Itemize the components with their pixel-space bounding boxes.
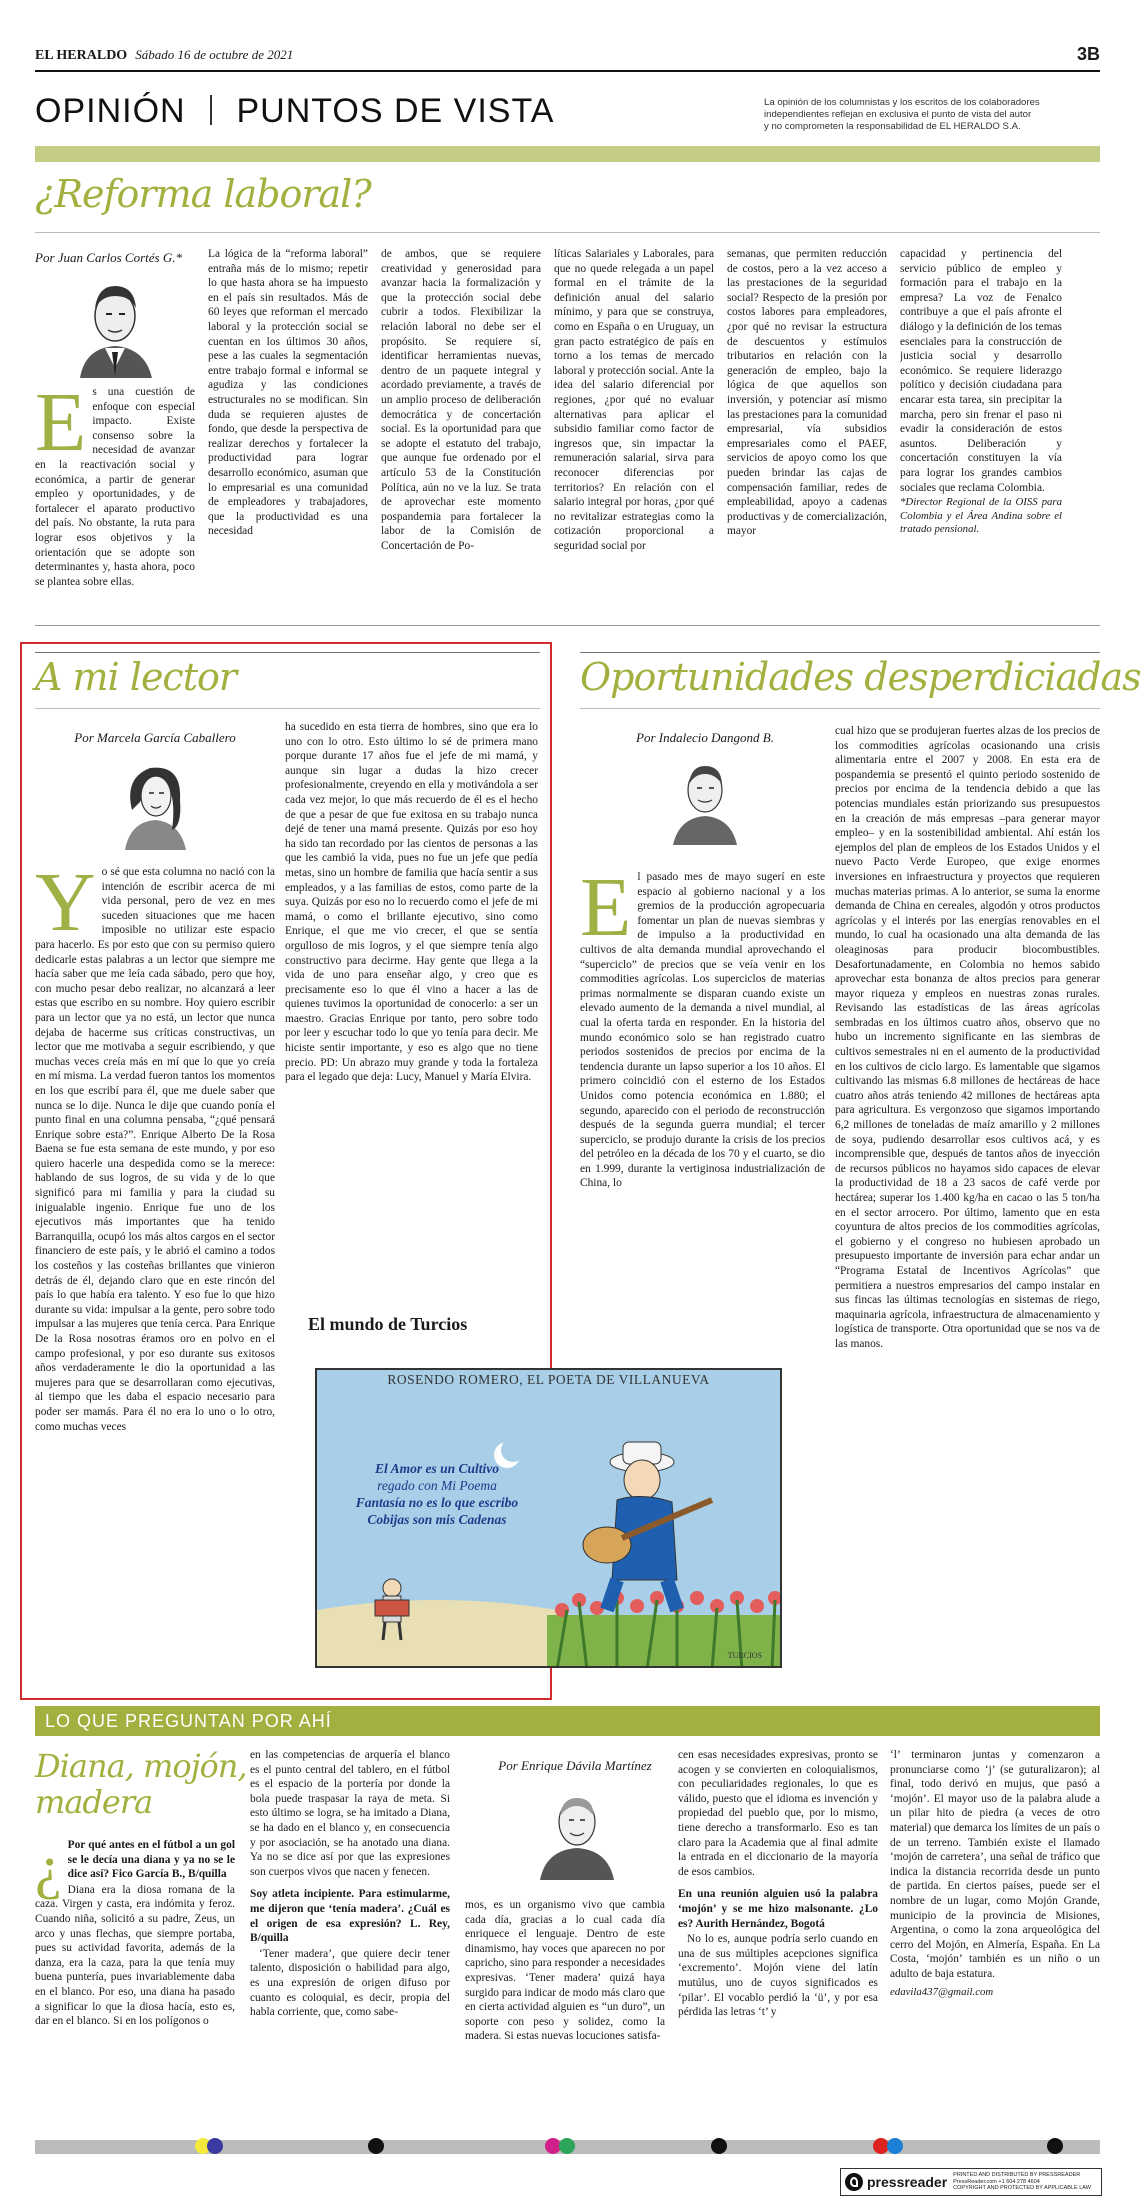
article4-text: mos, es un organismo vivo que cambia cada día, gracias a lo cual cada día enriquece el lenguaje. Dentro de este dinamismo, hay voces que aparecen no por capricho, sino para responder a necesidades expresivas. ‘Tener madera’ quizá haya surgido para indicar de modo más claro que en cierta actividad alguien es “un duro”, un soporte con peso y solidez, como la madera. Si estas nuevas locuciones satisfa- bbox=[465, 1899, 665, 2043]
masthead-rule bbox=[35, 70, 1100, 72]
registration-dot bbox=[559, 2138, 575, 2154]
article4-text: No lo es, aunque podría serlo cuando en una de sus múltiples acepciones significa ‘excremento’. Mojón viene del latín mutúlus, uno de cuyos significados es ‘pilar’. El vocablo perdió la ‘ü’, y por esa pérdida las letras ‘t’ y bbox=[678, 1933, 878, 2019]
paper-name: EL HERALDO bbox=[35, 48, 128, 63]
article1-text: s una cuestión de enfoque con especial impacto. Existe consenso sobre la necesidad de avanzar en la reactivación social y económica, a partir de generar empleo y oportunidades, y de fortalecer el aparato productivo del país. No obstante, la ruta para lograr esos objetivos y la orientación que se adopte son determinantes y, hasta ahora, poco se plantea sobre ellas. bbox=[35, 386, 195, 588]
registration-dot bbox=[207, 2138, 223, 2154]
article2-title-rule bbox=[35, 708, 540, 709]
article1-text: semanas, que permiten reducción de costos, pero a la vez acceso a las prestaciones de la seguridad social? Respecto de la presión por costos labores para empleadores, ¿por qué no revisar la estructura de descuentos y estímulos tributarios en relación con la generación de empleo, bajo la lógica de que aquellos son inversión, y potenciar así mismo las prestaciones para la comunidad empresarial, vía subsidios empresariales como el PAEF, servicios de apoyo como los que pueden brindar las cajas de compensación familiar, redes de empleabilidad, apoyo a cadenas productivas y de comercialización, mayor bbox=[727, 248, 887, 538]
section-left: OPINIÓN bbox=[35, 92, 186, 130]
cartoon-signature: TURCIOS bbox=[727, 1651, 762, 1660]
issue-date: Sábado 16 de octubre de 2021 bbox=[135, 47, 294, 62]
article2-text: o sé que esta columna no nació con la intención de escribir acerca de mi vida personal, pero de vez en mes suceden situaciones que me hacen imposible no utilizar este espacio para hacerlo. Es por esto que con su permiso quiero dedicarle estas palabras a un lector que siempre me hacía saber que me leía cada sábado, pero que hoy, con mucho pesar debo realizar, no alcanzará a leer estas que escribo en su nombre. Hoy quiero escribir para un lector que ya no está, un lector que nunca dejaba de hacerme sus críticas constructivas, un lector que me motivaba a seguir escribiendo, y que muchas veces creía más en mí que lo que yo creía en mí misma. La verdad fueron tantos los momentos en los que escribí para él, que me duele saber que nunca se lo dije. Nunca le dije que cuando ponía el punto final en una columna pensaba, “¿qué pensará Enrique sobre esta?”. Enrique Alberto De la Rosa Baena se fue esta semana de este mundo, y por eso quiero hacerle una despedida como se la merece: hablando de sus logros, de su vida y de lo que significó para mi familia y para la ciudad su inigualable ingenio. Enrique fue uno de los ejecutivos más importantes que ha tenido Barranquilla, ocupó los más altos cargos en el sector financiero de este país, y le abrió el camino a todos los costeños y las costeñas brillantes que vinieron detrás de él, dejando claro que en este rincón del país lo que había era talento. Y eso fue lo que hizo durante su vida: impulsar a la gente, pero sobre todo impulsar a las mujeres que tenía cerca. Para Enrique De la Rosa nosotras éramos oro en polvo en el campo profesional, y por eso durante sus exitosos años verdaderamente le dio la oportunidad a las mujeres para que se desarrollaran como ejecutivas, al tiempo que les daba el espacio necesario para poder ser mamás. Para él no era lo uno o lo otro, como muchas veces bbox=[35, 866, 275, 1433]
article4-question: Soy atleta incipiente. Para estimularme, me dijeron que ‘tenía madera’. ¿Cuál es el origen de esa expresión? L. Rey, B/quilla bbox=[250, 1888, 450, 1945]
article4-byline: Por Enrique Dávila Martínez bbox=[498, 1758, 652, 1773]
article1-column-1 bbox=[35, 385, 195, 615]
article4-column-3 bbox=[465, 1898, 665, 2130]
article3-title-rule bbox=[580, 708, 1100, 709]
registration-dot bbox=[368, 2138, 384, 2154]
article4-question: En una reunión alguien usó la palabra ‘mojón’ y se me hizo malsonante. ¿Lo es? Aurith Hernández, Bogotá bbox=[678, 1888, 878, 1930]
masthead bbox=[35, 46, 1100, 62]
article1-column-2 bbox=[208, 247, 368, 615]
disclaimer bbox=[764, 97, 1104, 133]
article4-text: Diana era la diosa romana de la caza. Virgen y casta, era indómita y feroz. Cuando niña, solicitó a su padre, Zeus, un arco y unas flechas, que siempre portaba, pues su actividad favorita, además de la danza, era la caza, para la que tenía muy buena puntería, pues invariablemente daba en el blanco. Por eso, una diana ha pasado a significar lo que la diosa hacía, esto es, dar en el blanco. Si en los polígonos o bbox=[35, 1883, 235, 2028]
cartoon-line: Fantasía no es lo que escribo bbox=[355, 1495, 519, 1510]
article4-text: en las competencias de arquería el blanco es el punto central del tablero, en el fútbol es el espacio de la portería por donde la bola puede traspasar la raya de meta. Si esto último se logra, se ha imitado a Diana, se ha dado en el blanco y, en consecuencia y por asociación, se ha anotado una diana. Ya no se dice así por que las expresiones son cuerpos vivos que nacen y fenecen. bbox=[250, 1749, 450, 1878]
color-registration-strip bbox=[35, 2140, 1100, 2154]
disclaimer-line: y no comprometen la responsabilidad de EL HERALDO S.A. bbox=[764, 121, 1021, 132]
author-portrait-icon bbox=[110, 750, 200, 850]
article1-column-4 bbox=[554, 247, 714, 615]
section-right: PUNTOS DE VISTA bbox=[236, 92, 555, 130]
pressreader-meta-line: PRINTED AND DISTRIBUTED BY PRESSREADER bbox=[953, 2172, 1081, 2179]
article3-title: Oportunidades desperdiciadas bbox=[580, 655, 1141, 699]
article2-title: A mi lector bbox=[35, 655, 237, 699]
article1-text: de ambos, que se requiere creatividad y generosidad para avanzar hacia la formalización y que la protección social debe cubrir a todos. Flexibilizar la relación laboral no debe ser el propósito. Se requiere sí, identificar herramientas nuevas, dentro de un paquete integral y acordado previamente, a través de un amplio proceso de deliberación democrática y de concertación social. Es la oportunidad para que se adopte el estatuto del trabajo, que aunque fue ordenado por el artículo 53 de la Constitución Política, aún no ve la luz. Se trata de aprovechar este momento pospandemia para fortalecer la labor de la Comisión de Concertación de Po- bbox=[381, 248, 541, 552]
article1-title: ¿Reforma laboral? bbox=[35, 172, 371, 216]
article4-column-4 bbox=[678, 1748, 878, 2130]
article4-question: Por qué antes en el fútbol a un gol se le decía una diana y ya no se le dice así? Fico García B., B/quilla bbox=[67, 1839, 235, 1881]
article3-byline: Por Indalecio Dangond B. bbox=[636, 730, 774, 745]
article4-column-1 bbox=[35, 1838, 235, 2130]
author-photo bbox=[110, 750, 200, 850]
pressreader-meta-line: PressReader.com +1 604 278 4604 bbox=[953, 2178, 1040, 2185]
pressreader-footer[interactable] bbox=[840, 2168, 1102, 2196]
cartoon-section-title: El mundo de Turcios bbox=[308, 1314, 468, 1334]
article3-column-2 bbox=[835, 724, 1100, 1654]
cartoon-line: El Amor es un Cultivo bbox=[374, 1461, 500, 1476]
article3-top-rule bbox=[580, 652, 1100, 653]
article2-top-rule bbox=[35, 652, 540, 653]
article1-column-5 bbox=[727, 247, 887, 615]
article3-column-1 bbox=[580, 870, 825, 1270]
article1-column-6 bbox=[900, 247, 1062, 615]
author-photo bbox=[60, 268, 170, 378]
article1-byline: Por Juan Carlos Cortés G.* bbox=[35, 250, 182, 265]
article4-title-line: madera bbox=[35, 1783, 153, 1821]
registration-dot bbox=[887, 2138, 903, 2154]
article4-text: cen esas necesidades expresivas, pronto se acogen y se convierten en coloquialismos, con peculiaridades regionales, lo que es válido, puesto que el idioma es invención y propiedad del pueblo que, por lo mismo, tiene derecho a transformarlo. Eso es tan claro para la Academia que al final admite la entrada en el diccionario de la mayoría de esos cambios. bbox=[678, 1749, 878, 1878]
author-photo bbox=[665, 750, 745, 845]
article1-text: La lógica de la “reforma laboral” entraña más de lo mismo; repetir lo que hasta ahora se ha impuesto en el país sin resultados. Más de 60 leyes que reforman el mercado laboral y la protección social se cuentan en los últimos 30 años, pese a las cuales la segmentación entre trabajo formal e informal se agudiza y las condiciones estructurales no se modifican. Sin duda se requieren ajustes de fondo, que desde la perspectiva de realizar derechos y fortalecer la productividad para lograr desarrollo económico, asuman que lo empresarial es una comunidad de empleadores y trabajadores, que la productividad es una necesidad bbox=[208, 248, 368, 538]
article1-text: líticas Salariales y Laborales, para que no quede relegada a un papel formal en el trámite de la definición anual del salario mínimo, y para que se construya, como en España o en Uruguay, un gran pacto estratégico de país en torno a los temas de mercado laboral y protección social. Ante la idea del salario diferencial por regiones, ¿por qué no evaluar alternativas para aplicar el subsidio familiar como factor de ingresos que, sin impactar la remuneración salarial, sirva para reconocer diferencias por territorios? En relación con el salario integral por horas, ¿por qué no revitalizar estrategias como la cotización proporcional a seguridad social por bbox=[554, 248, 714, 552]
article1-column-3 bbox=[381, 247, 541, 615]
section-divider bbox=[210, 95, 212, 125]
article1-rule bbox=[35, 232, 1100, 233]
author-portrait-icon bbox=[60, 268, 170, 378]
article4-title-line: Diana, mojón, bbox=[35, 1747, 247, 1785]
article4-title bbox=[35, 1748, 247, 1820]
article4-column-5 bbox=[890, 1748, 1100, 2130]
singer-with-guitar bbox=[583, 1442, 712, 1610]
article2-byline: Por Marcela García Caballero bbox=[74, 730, 236, 745]
pressreader-logo-icon bbox=[845, 2173, 863, 2191]
article1-footnote: *Director Regional de la OISS para Colombia y el Área Andina sobre el tratado pensional. bbox=[900, 496, 1062, 536]
article4-text: ‘Tener madera’, que quiere decir tener talento, disposición o habilidad para algo, es una expresión de origen difuso por cuanto es coloquial, es decir, propia del habla corriente, que, como sabe- bbox=[250, 1947, 450, 2019]
cartoon-line: regado con Mi Poema bbox=[377, 1478, 497, 1493]
disclaimer-line: La opinión de los columnistas y los escritos de los colaboradores bbox=[764, 97, 1040, 108]
article3-text: l pasado mes de mayo sugerí en este espacio al gobierno nacional y a los gremios de la producción agropecuaria fomentar un plan de nuevas siembras y de impulso a la productividad en cultivos de alta demanda mundial aprovechando el “superciclo” de precios que se veía venir en los commodities agrícolas. Los superciclos de materias primas normalmente se disparan cuando existe un elevado aumento de la demanda a nivel mundial, al cual la oferta tarda en responder. En la historia del mundo económico solo se han registrado cuatro periodos sostenidos de precios por encima de la tendencia durante un lapso superior a los 10 años. El primero coincidió con el esterno de los Estados Unidos como potencia económica en 1.880; el segundo, aparecido con el periodo de reconstrucción después de la segunda guerra mundial; el tercer superciclo, se produjo durante la crisis de los precios del petróleo en la década de los 70 y el cuarto, se dio en 1.999, durante la vertiginosa industrialización de China, lo bbox=[580, 871, 825, 1190]
article3-text: cual hizo que se produjeran fuertes alzas de los precios de los commodities agrícolas ocasionando una crisis alimentaria entre el 2007 y 2008. En esta era de pospandemia se presentó el quinto periodo sostenido de precios por encima de la tendencia debido a que las potencias mundiales están priorizando sus presupuestos en la creación de más empresas –para generar mayor empleo– y en la sostenibilidad ambiental. Ahí están los ejemplos del plan de empleos de los Estados Unidos y el nuevo Pacto Verde Europeo, que exige enormes inversiones en infraestructura y proyectos que requieren muchas materias primas. A lo anterior, se suma la enorme demanda de China en cereales, algodón y otros productos agrícolas y el interés por las energías renovables en el mundo, lo cual ha ocasionado una alta demanda de las oleaginosas para producir biocombustibles. Desafortunadamente, en Colombia no hemos sabido aprovechar esta bonanza de altos precios para generar mayor riqueza y empleos en nuestras zonas rurales. Revisando las estadísticas de las áreas agrícolas sembradas en los últimos cuatro años, observo que no hubo un incremento significante en las siembras de cultivos semestrales ni en el aumento de la productividad en los cultivos de ciclo largo. Es lamentable que sigamos cultivando las mismas 6.8 millones de hectáreas de hace cuatro años atrás teniendo 42 millones de hectáreas apta para agricultura. Es vergonzoso que sigamos importando 6,2 millones de toneladas de maíz amarillo y 2 millones de soya, pudiendo desarrollar esos cultivos acá, y es incomprensible que, después de tantos años de inyección de recursos públicos no hayamos sido capaces de elevar la productividad de 18 a 23 sacos de café verde por hectárea; superar los 1.400 kg/ha en cacao o las 5 ton/ha en el sector arrocero. Por último, lamento que en esta coyuntura de altos precios de los commodities agrícolas, el gobierno y el congreso no hubiesen aprobado un presupuesto importante de inversión para echar andar un “Programa Estatal de Incentivos Agrícolas” que permitiera a nuestros empresarios del campo instalar en sus fincas las últimas tecnologías en sistemas de riego, maquinaria agrícola, infraestructura de almacenamiento y logística de transporte. Otra oportunidad que se nos va de las manos. bbox=[835, 725, 1100, 1350]
cartoon-frame bbox=[315, 1368, 782, 1668]
cartoon-text bbox=[342, 1460, 532, 1528]
article3-dropcap: E bbox=[580, 870, 632, 954]
cartoon-banner: ROSENDO ROMERO, EL POETA DE VILLANUEVA bbox=[387, 1372, 710, 1387]
author-portrait-icon bbox=[530, 1780, 625, 1880]
disclaimer-line: independientes reflejan en exclusiva el punto de vista del autor bbox=[764, 109, 1032, 120]
cartoon-line: Cobijas son mis Cadenas bbox=[367, 1512, 507, 1527]
pressreader-meta bbox=[953, 2172, 1091, 2192]
pressreader-meta-line: COPYRIGHT AND PROTECTED BY APPLICABLE LAW bbox=[953, 2185, 1091, 2192]
article4-dropcap: ¿ bbox=[35, 1838, 62, 1900]
article1-dropcap: E bbox=[35, 385, 87, 469]
section-bar-label: LO QUE PREGUNTAN POR AHÍ bbox=[45, 1711, 332, 1731]
article2-dropcap: Y bbox=[35, 865, 96, 949]
registration-dot bbox=[711, 2138, 727, 2154]
article4-email: edavila437@gmail.com bbox=[890, 1985, 994, 1998]
article1-bottom-rule bbox=[35, 625, 1100, 626]
author-photo bbox=[530, 1780, 625, 1880]
section-accent-bar bbox=[35, 146, 1100, 162]
article4-text: ‘l’ terminaron juntas y comenzaron a pronunciarse como ‘j’ (se guturalizaron); al final, todo derivó en mujus, que pasó a ‘mojón’. El mayor uso de la palabra alude a un pilar hito de piedra (a veces de otro material) que demarca los límites de un país o de un terreno. También existe el llamado ‘mojón de carretera’, una señal de tráfico que indica la distancia recorrida desde un punto de partida. En ciertos países, puede ser el nombre de un lugar, como Mojón Grande, municipio de la provincia de Misiones, Argentina, o como la zona arqueológica del cerro del Mojón, en Almería, España. En La Costa, ‘mojón’ también es un niño o un adulto de baja estatura. bbox=[890, 1749, 1100, 1980]
article2-column-1 bbox=[35, 865, 275, 1692]
section-bar bbox=[35, 1706, 1100, 1736]
article4-column-2 bbox=[250, 1748, 450, 2130]
article1-text: capacidad y pertinencia del servicio público de empleo y formación para el trabajo en la empresa? La voz de Fenalco contribuye a que el país afronte el diálogo y la definición de los temas esenciales para la construcción de justicia social y desarrollo económico. Se requiere liderazgo político y decisión ciudadana para encarar esta tarea, sin precipitar la marcha, pero sin frenar el paso ni evadir la consideración de estos asuntos. Deliberación y concertación constituyen la vía para lograr los grandes cambios sociales que reclama Colombia. bbox=[900, 248, 1062, 494]
pressreader-brand: pressreader bbox=[867, 2174, 948, 2190]
page-number: 3B bbox=[1076, 44, 1100, 64]
author-portrait-icon bbox=[665, 750, 745, 845]
article2-column-2 bbox=[285, 720, 538, 1308]
registration-dot bbox=[1047, 2138, 1063, 2154]
section-title bbox=[35, 92, 554, 131]
article2-text: ha sucedido en esta tierra de hombres, sino que era lo uno con lo otro. Esto último lo sé de primera mano porque durante 17 años fue el jefe de mi mamá, y aunque sin lugar a dudas la hizo crecer profesionalmente, creyendo en ella y motivándola a ser cada vez mejor, lo que más recuerdo de él es el hecho de que a pesar de que fue exitosa en su trabajo nunca dejé de tener una mamá presente. Quizás por eso hoy ha sido tan recordado por las cientos de personas a las que les cambió la vida, pues no fue un jefe que pedía metas, sino un hombre de familia que hacía sentir a sus empleados, y a las familias de estos, como parte de la suya. Quizás por eso no lo recuerdo como el jefe de mi mamá, o como el brillante ejecutivo, sino como Enrique, el que me vio crecer, el que se sentía orgulloso de mis logros, y el que siempre tenía algo constructivo para decirme. Hay gente que llega a la vida de uno para enseñar algo, y creo que es precisamente eso lo que él vino a hacer a las de quienes tuvimos la oportunidad de conocerlo: a ser un maestro. Gracias Enrique por tanto, pero sobre todo por leer y escuchar todo lo que yo tenía para decir. Me hiciste sentir importante, y eso es algo que no tiene precio. PD: Un abrazo muy grande y toda la fortaleza para el legado que deja: Lucy, Manuel y María Elvira. bbox=[285, 721, 538, 1084]
